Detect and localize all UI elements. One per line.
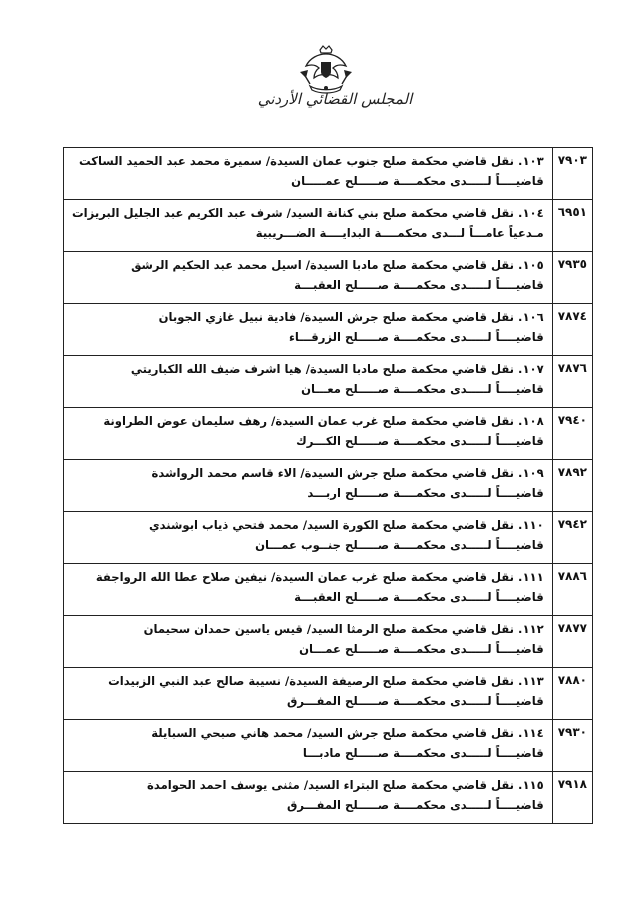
transfer-statement: ١١٠. نقل قاضي محكمة صلح الكورة السيد/ محمد فتحي ذياب ابوشندي	[148, 518, 544, 532]
new-position: مـدعياً عامـــاً لـــدى محكمــــة البدايــــة الضـــريبية	[255, 226, 544, 240]
record-id: ٧٩٤٠	[552, 408, 592, 460]
transfer-statement: ١١٥. نقل قاضي محكمة صلح البتراء السيد/ مثنى يوسف احمد الحوامدة	[147, 778, 544, 792]
council-name: المجلس القضائي الأردني	[257, 90, 413, 108]
new-position: قاضيــــاً لـــــدى محكمــــة صـــــلح العقبـــة	[294, 590, 544, 604]
transfer-statement: ١٠٨. نقل قاضي محكمة صلح غرب عمان السيدة/ رهف سليمان عوض الطراونة	[103, 414, 544, 428]
table-row	[64, 356, 593, 408]
table-row	[64, 200, 593, 252]
new-position: قاضيــــاً لـــــدى محكمــــة صـــــلح جنــوب عمـــان	[255, 538, 544, 552]
jordan-coat-of-arms-icon	[296, 44, 356, 96]
record-id: ٧٨٧٤	[552, 304, 592, 356]
record-text	[64, 512, 553, 564]
record-text	[64, 356, 553, 408]
table-row	[64, 460, 593, 512]
record-id: ٦٩٥١	[552, 200, 592, 252]
transfer-statement: ١٠٧. نقل قاضي محكمة صلح مادبا السيدة/ هيا اشرف ضيف الله الكباريتي	[130, 362, 544, 376]
table-row	[64, 252, 593, 304]
record-id: ٧٨٩٢	[552, 460, 592, 512]
transfer-statement: ١١٤. نقل قاضي محكمة صلح جرش السيد/ محمد هاني صبحي السبايلة	[151, 726, 544, 740]
record-id: ٧٨٧٦	[552, 356, 592, 408]
new-position: قاضيــــاً لـــــدى محكمــــة صـــــلح مادبـــا	[302, 746, 544, 760]
table-row	[64, 408, 593, 460]
record-id: ٧٩٤٢	[552, 512, 592, 564]
transfer-statement: ١٠٥. نقل قاضي محكمة صلح مادبا السيدة/ اسيل محمد عبد الحكيم الرشق	[131, 258, 544, 272]
transfer-statement: ١٠٩. نقل قاضي محكمة صلح جرش السيدة/ الاء قاسم محمد الرواشدة	[151, 466, 544, 480]
record-text	[64, 668, 553, 720]
record-text	[64, 460, 553, 512]
transfer-statement: ١٠٣. نقل قاضي محكمة صلح جنوب عمان السيدة/ سميرة محمد عبد الحميد الساكت	[79, 154, 544, 168]
table-row	[64, 148, 593, 200]
record-id: ٧٩١٨	[552, 772, 592, 824]
transfer-statement: ١٠٦. نقل قاضي محكمة صلح جرش السيدة/ فادية نبيل غازي الجوبان	[158, 310, 544, 324]
table-row	[64, 772, 593, 824]
table-row	[64, 720, 593, 772]
table-row	[64, 564, 593, 616]
table-row	[64, 616, 593, 668]
record-text	[64, 148, 553, 200]
new-position: قاضيــــاً لـــــدى محكمــــة صـــــلح المفـــرق	[287, 694, 544, 708]
records-table	[63, 147, 593, 824]
record-text	[64, 720, 553, 772]
new-position: قاضيــــاً لـــــدى محكمــــة صـــــلح اربـــد	[307, 486, 544, 500]
record-text	[64, 772, 553, 824]
transfer-statement: ١١١. نقل قاضي محكمة صلح غرب عمان السيدة/ نيفين صلاح عطا الله الرواجفة	[95, 570, 544, 584]
record-text	[64, 408, 553, 460]
record-id: ٧٩٣٠	[552, 720, 592, 772]
transfer-statement: ١٠٤. نقل قاضي محكمة صلح بني كنانة السيد/ شرف عبد الكريم عبد الجليل البريزات	[72, 206, 544, 220]
record-id: ٧٩٣٥	[552, 252, 592, 304]
new-position: قاضيــــاً لـــــدى محكمــــة صـــــلح المفـــرق	[287, 798, 544, 812]
record-id: ٧٨٧٧	[552, 616, 592, 668]
record-text	[64, 616, 553, 668]
record-text	[64, 304, 553, 356]
record-id: ٧٨٨٦	[552, 564, 592, 616]
new-position: قاضيــــاً لـــــدى محكمــــة صـــــلح عمـــــان	[291, 174, 544, 188]
page-header	[0, 0, 640, 140]
new-position: قاضيــــاً لـــــدى محكمــــة صـــــلح معـــان	[301, 382, 544, 396]
record-text	[64, 200, 553, 252]
table-row	[64, 512, 593, 564]
table-row	[64, 668, 593, 720]
new-position: قاضيــــاً لـــــدى محكمــــة صـــــلح عمـــان	[299, 642, 544, 656]
new-position: قاضيــــاً لـــــدى محكمــــة صـــــلح الزرقـــاء	[288, 330, 544, 344]
record-text	[64, 252, 553, 304]
new-position: قاضيــــاً لـــــدى محكمــــة صـــــلح العقبـــة	[294, 278, 544, 292]
record-text	[64, 564, 553, 616]
new-position: قاضيــــاً لـــــدى محكمــــة صـــــلح الكـــرك	[296, 434, 544, 448]
transfer-statement: ١١٣. نقل قاضي محكمة صلح الرصيفة السيدة/ نسيبة صالح عبد النبي الزبيدات	[108, 674, 544, 688]
record-id: ٧٨٨٠	[552, 668, 592, 720]
transfer-statement: ١١٢. نقل قاضي محكمة صلح الرمثا السيد/ قيس ياسين حمدان سحيمان	[143, 622, 544, 636]
table-row	[64, 304, 593, 356]
record-id: ٧٩٠٣	[552, 148, 592, 200]
